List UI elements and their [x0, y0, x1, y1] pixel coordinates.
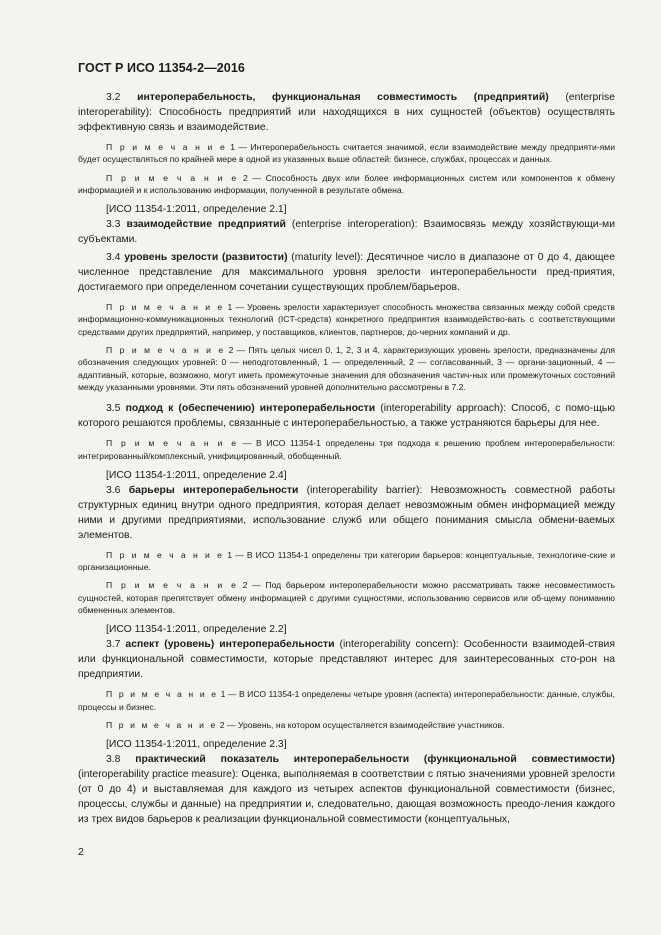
term: аспект (уровень) интероперабельности [125, 639, 335, 651]
definition-3-7: 3.7 аспект (уровень) интероперабельности (interoperability concern): Особенности взаимодей-ствия или функциональной совместимости, которые представляют интерес для заинтересованных сто-рон на предприятии. [78, 639, 615, 681]
term: барьеры интероперабельности [128, 484, 299, 496]
note-3-2-2: П р и м е ч а н и е 2 — Способность двух или более информационных систем или компонентов к обмену информацией и к использованию информации, полученной в результате обмена. [78, 172, 616, 195]
note-3-4-2: П р и м е ч а н и е 2 — Пять целых чисел 0, 1, 2, 3 и 4, характеризующих уровень зрелости, предназначены для обозначения следующих уровней: 0 — неподготовленный, 1 — определенный, 2 — согласованный, 3 — органи-зационный, 4 — адаптивный, которые, возможно, могут иметь промежуточные значения для обозначения частич-ных или промежуточных состояний между указанными уровнями. Эти пять обозначений уровней дополнительно рассмотрены в 7.2. [78, 345, 615, 392]
definition-3-5: 3.5 подход к (обеспечению) интероперабельности (interoperability approach): Способ, с помо-щью которого решаются проблемы, связанные с интероперабельностью, а также устраняются барьеры для нее. [78, 403, 615, 430]
term: взаимодействие предприятий [126, 219, 286, 231]
note-3-7-2: П р и м е ч а н и е 2 — Уровень, на котором осуществляется взаимодействие участников. [106, 719, 505, 730]
definition-3-4: 3.4 уровень зрелости (развитости) (maturity level): Десятичное число в диапазоне от 0 до 4, дающее численное представление для максимального уровня зрелости интероперабельности пред-приятия, достигаемого при определенном сочетании существующих проблем/барьеров. [78, 252, 615, 294]
definition-3-6: 3.6 барьеры интероперабельности (interoperability barrier): Невозможность совместной работы структурных единиц внутри одного предприятия, которая делает невозможным обмен информацией между ними и другими предприятиями, использование служб или общего понимания смысла обмени-ваемых элементов. [78, 484, 616, 541]
term: подход к (обеспечению) интероперабельности [125, 403, 376, 415]
source-ref: [ИСО 11354-1:2011, определение 2.1] [106, 204, 287, 216]
source-ref: [ИСО 11354-1:2011, определение 2.4] [106, 469, 287, 481]
definition-3-2: 3.2 интероперабельность, функциональная совместимость (предприятий) (enterprise interoperability): Способность предприятий или находящихся в них сущностей (объектов) осуществлять эффективную связь и взаимодействие. [78, 92, 616, 133]
note-3-5: П р и м е ч а н и е — В ИСО 11354-1 определены три подхода к решению проблем интероперабельности: интегрированный/комплексный, унифицированный, обобщенный. [78, 438, 615, 461]
term: практический показатель интероперабельности (функциональной совместимости) [135, 754, 615, 766]
definition-3-8: 3.8 практический показатель интероперабельности (функциональной совместимости) (interoperability practice measure): Оценка, выполняемая в соответствии с пятью значениями уровней зрелости (от 0 до 4) и выставляемая для каждого из четырех аспектов функциональной совместимости (бизнес, процессы, службы и данные) на предприятии и, следовательно, дающая возможность преодо-ления каждого из трех видов барьеров к реализации функциональной совместимости (концептуальных, [78, 754, 615, 826]
note-3-7-1: П р и м е ч а н и е 1 — В ИСО 11354-1 определены четыре уровня (аспекта) интероперабельности: данные, службы, процессы и бизнес. [78, 689, 615, 712]
term: уровень зрелости (развитости) [124, 252, 288, 264]
document-body [78, 90, 615, 827]
note-3-6-2: П р и м е ч а н и е 2 — Под барьером интероперабельности можно рассматривать также несовместимость сущностей, которая препятствует обмену информацией с другими сущностями, использованию сервисов или об-щему пониманию обмененных элементов. [78, 580, 616, 616]
source-ref: [ИСО 11354-1:2011, определение 2.2] [106, 624, 287, 636]
source-ref: [ИСО 11354-1:2011, определение 2.3] [106, 739, 287, 751]
term: интероперабельность, функциональная совместимость (предприятий) [137, 92, 549, 103]
page-number: 2 [78, 846, 84, 858]
note-3-4-1: П р и м е ч а н и е 1 — Уровень зрелости характеризует способность множества связанных между собой средств информационно-коммуникационных технологий (ICT-средств) конкретного предприятия взаимодейство-вать с соответствующими средствами других предприятий, например, у поставщиков, клиентов, партнеров, до-черних компаний и др. [78, 302, 615, 337]
definition-3-3: 3.3 взаимодействие предприятий (enterprise interoperation): Взаимосвязь между хозяйствующи-ми субъектами. [78, 219, 615, 246]
note-3-6-1: П р и м е ч а н и е 1 — В ИСО 11354-1 определены три категории барьеров: концептуальные, технологиче-ские и организационные. [78, 549, 615, 573]
document-header: ГОСТ Р ИСО 11354-2—2016 [78, 61, 245, 75]
note-3-2-1: П р и м е ч а н и е 1 — Интероперабельность считается значимой, если взаимодействие между предприяти-ями будет осуществляться по крайней мере в одной из указанных выше областей: бизнесе, службах, процессах и данных. [78, 142, 615, 165]
